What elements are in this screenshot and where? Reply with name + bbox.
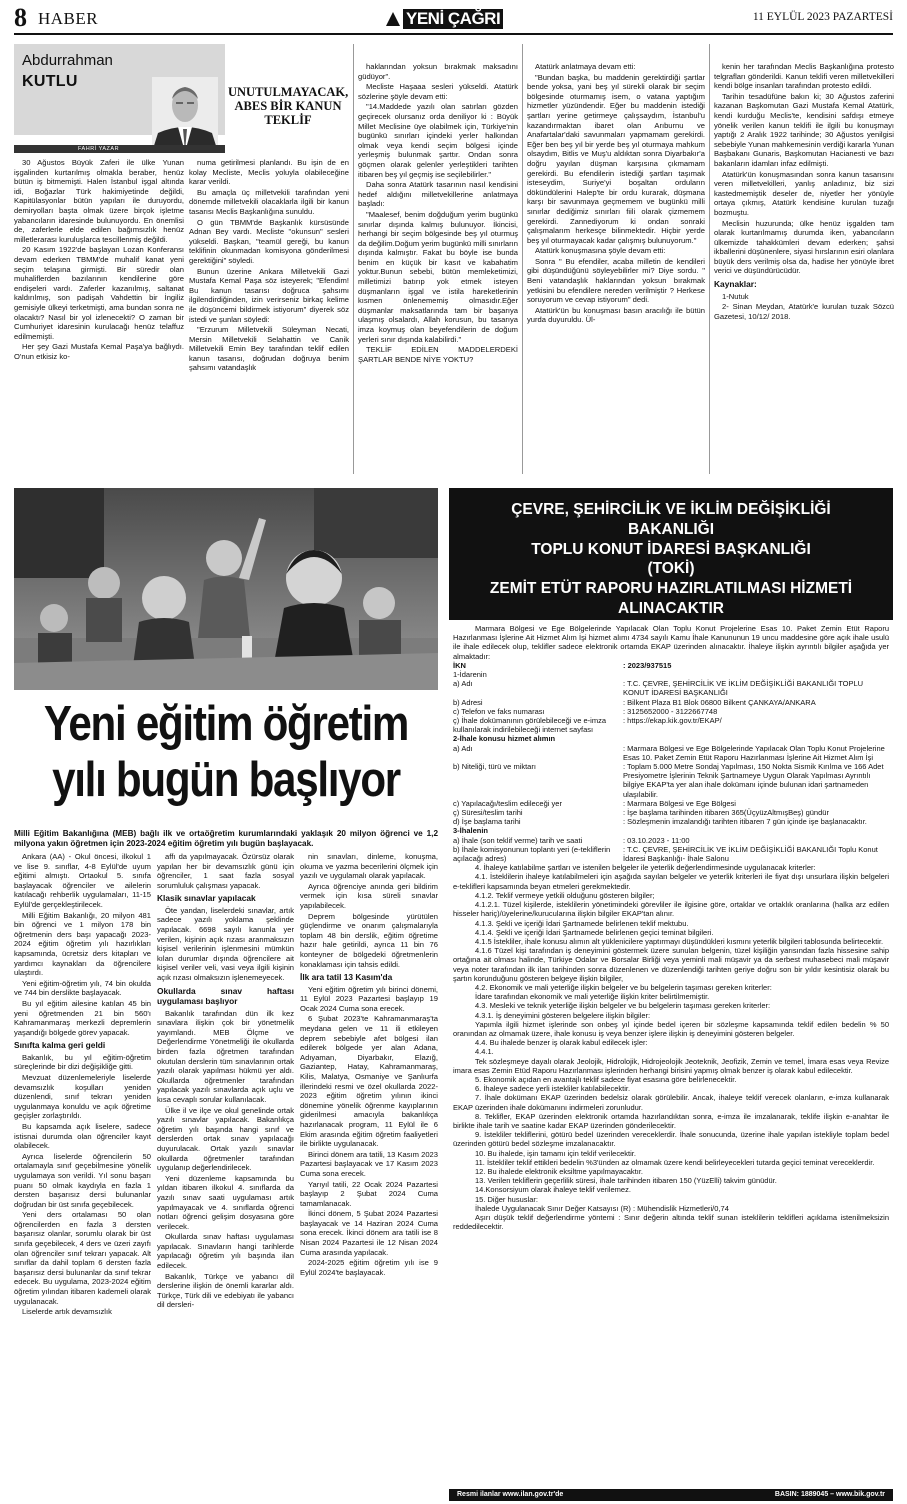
paragraph: haklarından yoksun bırakmak maksadını güdüyor". (358, 62, 518, 81)
paragraph: Milli Eğitim Bakanlığı, 20 milyon 481 bin öğrenci ve 1 milyon 178 bin öğretmenin ders başı yapacağı 2023-2024 eğitim öğretim yılı hazırlıkları kapsamında, ücretsiz ders kitapları ve yardımcı kaynakları da öğrencilere ulaştırdı. (14, 910, 151, 978)
logo-mark-icon (386, 12, 400, 26)
ad-line: 12. Bu ihalede elektronik eksiltme yapılmayacaktır. (475, 1166, 643, 1176)
ad-field-row (453, 698, 889, 707)
ad-field-row (453, 799, 889, 808)
newspaper-logo (386, 9, 503, 29)
ad-line: 6. İhaleye sadece yerli istekliler katılabilecektir. (475, 1084, 631, 1094)
paragraph: Atatürk anlatmaya devam etti: (535, 62, 636, 71)
news-headline (44, 696, 409, 808)
ad-line: 14.Konsorsiyum olarak ihaleye teklif verilemez. (475, 1185, 631, 1195)
ad-field-row (453, 716, 889, 734)
ad-footer (449, 1489, 893, 1501)
ad-line: 4.1. İsteklilerin ihaleye katılabilmeleri için aşağıda sayılan belgeler ve yeterlik kriterleri ile fiyat dışı unsurlara ilişkin belgeleri e-teklifleri kapsamında beyan etmeleri gerekmektedir. (453, 872, 889, 891)
column-text-col1 (14, 158, 184, 470)
paragraph: Daha sonra Atatürk tasarının nasıl kendisini hedef aldığını milletvekillerine anlatmaya başladı: (358, 180, 518, 209)
paragraph: Yarıyıl tatili, 22 Ocak 2024 Pazartesi başlayıp 2 Şubat 2024 Cuma tamamlanacak. (300, 1179, 438, 1208)
ad-line: 4.3.1. İş deneyimini gösteren belgelere ilişkin bilgiler: (475, 1010, 651, 1020)
ad-line: 4.1.4. Şekli ve içeriği İdari Şartnamede belirlenen geçici teminat bilgileri. (475, 927, 714, 937)
ad-field-value: : Marmara Bölgesi ve Ege Bölgesi (623, 798, 736, 808)
paragraph: 1-Nutuk (722, 291, 749, 301)
ad-line: 10. Bu ihalede, işin tamamı için teklif verilecektir. (475, 1148, 636, 1158)
news-text-col1 (14, 852, 151, 1500)
ad-field-row (453, 707, 889, 716)
ad-field-row (453, 679, 889, 697)
paragraph: Birinci dönem ara tatili, 13 Kasım 2023 Pazartesi başlayacak ve 17 Kasım 2023 Cuma sona erecek. (300, 1149, 438, 1178)
news-text-col3 (300, 852, 438, 1500)
paragraph: Sonra " Bu efendiler, acaba milletin de kendileri gibi düşündüğünü söyleyebilirler mi? Diye sordu. " Beni vatandaşlık haklarından yoksun bırakmak yetkisini bu efendilere nereden verilmiştir ? Herkese soruyorum ve cevap istiyorum" dedi. (527, 256, 705, 305)
paragraph: "Maalesef, benim doğduğum yerim bugünkü sınırlar dışında kalmış bulunuyor. İkincisi, herhangi bir seçim bölgesinde beş yıl oturmuş da değilim.Doğum yerim bugünkü milli sınırların dışında kalmıştır. Fakat bu böyle ise bunda benim en küçük bir kasıt ve kabahatim yoktur.Bunun sebebi, bütün memleketimizi, milletimizi batırıp yok etmek isteyen düşmanların işgal ve istila hareketlerinin kısmen önlenememiş olmasıdır.Eğer düşmanlar maksatlarında tam bir başarıya ulaşmış olsalardı, Allah korusun, bu tasarıya imza koymuş olan beyefendilerin de doğum yerleri sınır dışında kalabilirdi." (358, 209, 518, 344)
column-divider (522, 44, 523, 474)
paragraph: 2024-2025 eğitim öğretim yılı ise 9 Eylül 2024'te başlayacak. (300, 1258, 438, 1277)
ad-field-label: ç) Süresi/teslim tarihi (453, 808, 523, 818)
news-lead: Milli Eğitim Bakanlığına (MEB) bağlı ilk ve ortaöğretim kurumlarındaki yaklaşık 20 milyon öğrenci ve 1,2 milyona yakın öğretmen için 2023-2024 eğitim öğretim yılı bugün başlayacak. (14, 829, 438, 848)
paragraph: Okullarda sınav haftası uygulaması yapılacak. Sınavların hangi tarihlerde yapılacağı öğretim yılı başında ilan edilecek. (157, 1232, 294, 1271)
paragraph: Bu yıl eğitim ailesine katılan 45 bin yeni öğretmenden 21 bin 560'ı Kahramanmaraş merkezli depremlerin yaşandığı bölgede görev yapacak. (14, 998, 151, 1037)
paragraph: 2- Sinan Meydan, Atatürk'e kurulan tuzak Sözcü Gazetesi, 10/12/ 2018. (714, 302, 894, 321)
subheading: Klasik sınavlar yapılacak (157, 893, 256, 904)
ad-line: 4.1.5 İstekliler, ihale konusu alımın alt yüklenicilere yaptırmayı düşündükleri kısmını yeterlik bilgileri tablosunda belirtecektir. (475, 936, 884, 946)
ad-title-block (449, 488, 893, 620)
ad-line: 9. İstekliler tekliflerini, götürü bedel üzerinden vereceklerdir. İhale sonucunda, üzerine ihale yapılan istekliyle toplam bedel üzerinden götürü bedel sözleşme imzalanacaktır. (453, 1130, 889, 1149)
news-text-col2 (157, 852, 294, 1500)
ad-field-label: ç) İhale dokümanının görülebileceği ve e-imza kullanılarak indirilebileceği internet sayfası (453, 716, 606, 735)
paragraph: nin sınavları, dinleme, konuşma, okuma ve yazma becerilerini ölçmek için yazılı ve uygulamalı olarak yapılacak. (300, 852, 438, 881)
sources-label: Kaynaklar: (714, 279, 757, 290)
ad-ikn-value: : 2023/937515 (623, 660, 672, 670)
paragraph: Yeni eğitim-öğretim yılı, 74 bin okulda ve 744 bin derslikte başlayacak. (14, 978, 151, 998)
classroom-photo (14, 488, 438, 690)
section-title: HABER (38, 9, 99, 28)
ad-field-row (453, 845, 889, 863)
paragraph: Her şey Gazi Mustafa Kemal Paşa'ya bağlıydı. O'nun etkisiz ko- (14, 342, 184, 361)
column-text-col4 (527, 62, 705, 472)
columnist-photo (152, 77, 218, 152)
subheading: İlk ara tatil 13 Kasım'da (300, 972, 393, 983)
columnist-first-name: Abdurrahman (22, 52, 113, 69)
ad-line: 4.1.2.1. Tüzel kişilerde, isteklilerin yönetimindeki görevliler ile ilgisine göre, ortaklar ve ortaklık oranlarına (halka arz edilen hisseler hariç)/üyelerine/kurucularına ilişkin bilgiler EKAP'tan alınır. (453, 900, 889, 919)
ad-line: 4.4. Bu ihalede benzer iş olarak kabul edilecek işler: (475, 1038, 648, 1048)
ad-footer-left: Resmi ilanlar www.ilan.gov.tr'de (457, 1491, 564, 1498)
paragraph: Bakanlık, Türkçe ve yabancı dil derslerine ilişkin de önemli kararlar aldı. Türkçe, Türk dili ve edebiyatı ile yabancı dil dersleri- (157, 1271, 294, 1310)
paragraph: Bakanlık, bu yıl eğitim-öğretim süreçlerinde bir dizi değişikliğe gitti. (14, 1052, 151, 1072)
issue-date: 11 EYLÜL 2023 PAZARTESİ (752, 11, 893, 23)
ad-line: 15. Diğer hususlar: (475, 1194, 538, 1204)
subheading: Okullarda sınav haftası uygulaması başlıyor (157, 985, 294, 1007)
subheading: Sınıfta kalma geri geldi (14, 1040, 106, 1051)
columnist-last-name: KUTLU (22, 73, 78, 90)
ad-field-label: b) Niteliği, türü ve miktarı (453, 762, 536, 772)
ad-line: Tek sözleşmeye dayalı olarak Jeolojik, Hidrolojik, Hidrojeolojik Jeoteknik, Jeofizik, Zemin ve temel, İmara esas veya Revize imara esas Zemin Etüd Raporu Hazırlanması işlerinden herhangi birisini yapmış olmak benzer iş olarak kabul edilecektir. (453, 1056, 889, 1075)
paragraph: Bakanlık tarafından dün ilk kez sınavlara ilişkin çok bir yönetmelik yayımlandı. MEB Ölçme ve Değerlendirme Yönetmeliği ile okullarda birden fazla öğretmen tarafından okutulan derslerin tüm sınavlarının ortak yazılı olarak yapılması hükmü yer aldı. Okullarda öğretmenler tarafından yapılacak yazılı sınavlarda açık uçlu ve kısa cevaplı sorular kullanılacak. (157, 1008, 294, 1104)
ad-line: 4.4.1. (475, 1047, 494, 1057)
ad-field-value: : İşe başlama tarihinden itibaren 365(ÜçyüzAltmışBeş) gündür (623, 808, 829, 818)
paragraph: Ankara (AA) - Okul öncesi, ilkokul 1 ve lise 9. sınıflar, 4-8 Eylül'de uyum eğitimi almıştı. Ortaokul 5. sınıfa başlayacak öğrenciler ve ailelerin katılacağı rehberlik uygulamaları, 11-15 Eylül'de gerçekleştirilecek. (14, 852, 151, 909)
headline-line-1: Yeni eğitim öğretim (43, 697, 409, 751)
paragraph: Mevzuat düzenlemeleriyle liselerde devamsızlık koşulları yeniden düzenlendi, sınıf tekrarı yeniden uygulanmaya konuldu ve açık öğretime geçişler zorlaştırıldı. (14, 1072, 151, 1121)
column-text-col2 (189, 158, 349, 470)
ad-title-line: TOPLU KONUT İDARESİ BAŞKANLIĞI (531, 540, 811, 558)
paragraph: Ülke il ve ilçe ve okul genelinde ortak yazılı sınavlar yapılacak. Bakanlıkça öğretim yılı başında hangi sınıf ve derslerden ortak sınav yapılacağı duyurulacak. Ortak yazılı sınavlar okullarda öğretmenler tarafından uygulanıp değerlendirilecek. (157, 1105, 294, 1173)
ad-line: 4.1.6 Tüzel kişi tarafından iş deneyimini göstermek üzere sunulan belgenin, tüzel kişiliğin yarısından fazla hissesine sahip ortağına ait olması halinde, Türkiye Odalar ve Borsalar Birliği veya yeminli mali müşavir ya da serbest muhasebeci mali müşavir veya noter tarafından ilk ilan tarihinden sonra düzenlenen ve düzenlendiği tarihten geriye doğru son bir yıldır kesintisiz olarak bu şartın korunduğunu gösteren belgeye ilişkin bilgiler, (453, 946, 889, 983)
paragraph: Yeni düzenleme kapsamında bu yıldan itibaren ilkokul 4. sınıflarda da yazılı sınav saati uygulaması artık yapılmayacak ve 4. sınıflarda öğrenci notları öğrenci gelişim dosyasına göre verilecek. (157, 1173, 294, 1231)
ad-field-row (453, 744, 889, 762)
ad-field-value: : Bilkent Plaza B1 Blok 06800 Bilkent ÇANKAYA/ANKARA (623, 697, 816, 707)
ad-line: 1-İdarenin (453, 670, 487, 680)
ad-field-value: : T.C. ÇEVRE, ŞEHİRCİLİK VE İKLİM DEĞİŞİKLİĞİ BAKANLIĞI Toplu Konut İdaresi Başkanlığı- İhale Salonu (623, 844, 878, 864)
ad-field-label: a) Adı (453, 679, 473, 689)
ad-field-row (453, 836, 889, 845)
paragraph: Liselerde artık devamsızlık (22, 1307, 112, 1317)
ad-line: 5. Ekonomik açıdan en avantajlı teklif sadece fiyat esasına göre belirlenecektir. (475, 1074, 737, 1084)
ad-field-value: : T.C. ÇEVRE, ŞEHİRCİLİK VE İKLİM DEĞİŞİKLİĞİ BAKANLIĞI TOPLU KONUT İDARESİ BAŞKANLIĞI (623, 679, 864, 698)
paragraph: Yeni ders ortalaması 50 olan öğrencilerden en fazla 3 dersten başarısız olanlar, sorumlu olarak bir üst sınıfa geçebilecek, 4 ders ve üzeri zayıfı olan öğrenciler sınıf tekrarı yapacak. Alt sınıflar da dahil toplam 6 dersten fazla başarısız dersi bulunanlar da sınıf tekrar edecek. Bu uygulama, 2023-2024 eğitim öğretim yılından itibaren kademeli olarak uygulanacak. (14, 1210, 151, 1306)
paragraph: Mecliste Haşaaa sesleri yükseldi. Atatürk sözlerine şöyle devam etti: (358, 82, 518, 101)
ad-field-value: : Toplam 5.000 Metre Sondaj Yapılması, 150 Nokta Sismik Kırılma ve 166 Adet Presiyometre İşlerinin Teknik Şartnameye Uygun Olarak Yapılması Ayrıntılı bilgiye EKAP'ta yer alan ihale dokümanı içinde bulunan idari şartnameden ulaşılabilir. (623, 762, 884, 799)
column-title: UNUTULMAYACAK, ABES BİR KANUN TEKLİF (228, 85, 349, 127)
ad-line: İhalede Uygulanacak Sınır Değer Katsayısı (R) : Mühendislik Hizmetleri/0,74 (475, 1203, 729, 1213)
ad-line: 13. Verilen tekliflerin geçerlilik süresi, ihale tarihinden itibaren 150 (YüzElli) takvim günüdür. (475, 1176, 777, 1186)
paragraph: Tarihin tesadüfüne bakın ki; 30 Ağustos zaferini kazanan Başkomutan Gazi Mustafa Kemal Atatürk, kendi kurduğu Meclis'te, kendisini safdışı etmeye yönelik verilen kanun teklifi ile ilgili bu konuşmayı yaptığı 2 Aralık 1922 tarihinde; 30 Ağustos yenilgisi sebebiyle Yunan mahkemesinin verdiği kararla Yunan Başbakanı Gunaris, Başkomutan Hacianesti ve bazı bakanların idamları infaz edilmişti. (714, 91, 894, 168)
ad-field-label: a) Adı (453, 743, 473, 753)
ad-ikn-row (453, 661, 889, 670)
ad-title-line: BAKANLIĞI (627, 520, 715, 538)
column-divider (709, 44, 710, 474)
paragraph: "14.Maddede yazılı olan satırları gözden geçirecek olursanız orda deniliyor ki : Büyük Millet Meclisine üye olabilmek için, Türkiye'nin bugünkü sınırları içindeki yerler halkından olmak veya kendi seçim bölgesi içinde yerleşmiş bulunmak şarttır. Ondan sonra göçmen olarak gelenler yerleştikleri tarihten itibaren beş yıl geçmiş ise seçilebilirler." (358, 102, 518, 179)
paragraph: Öte yandan, liselerdeki sınavlar, artık sadece yazılı yoklama şeklinde yapılacak. 6698 sayılı kanunla yer verilen, kişinin açık rızası aranmaksızın kişisel verilerinin işlenmesini mümkün kılan durumlar dışında öğrencilere ait kişisel veriler veli, vasi veya ilgili kişinin açık rızası olmaksızın işlenemeyecek. (157, 905, 294, 983)
headline-line-2: yılı bugün başlıyor (52, 753, 400, 807)
ad-field-row (453, 808, 889, 817)
logo-text: YENİ ÇAĞRI (403, 9, 503, 29)
paragraph: 20 Kasım 1922'de başlayan Lozan Konferansı devam ederken TBMM'de muhalif kanat yeni seçim telaşına girmişti. Bir süredir olan muhaliflerden bazılarının kendilerine göre endişeleri vardı. Zaferler kazanılmış, saltanat kaldırılmış, son padişah Vahdettin bir İngiliz gemisiyle ülkeyi terketmişti, ama bundan sonra ne olacaktı? Nasıl bir yol izlenecekti? O zaman bir Cumhuriyet idaresinin kurulacağı henüz telaffuz edilmemişti. (14, 245, 184, 341)
ad-line: Marmara Bölgesi ve Ege Bölgelerinde Yapılacak Olan Toplu Konut Projelerine Esas 10. Paket Zemin Etüt Raporu Hazırlanması İşlerine Ait Hizmet Alım İşi hizmet alımı 4734 sayılı Kamu İhale Kanununun 19 uncu maddesine göre açık ihale usulü ile ihale edilecek olup, teklifler sadece elektronik ortamda EKAP üzerinden alınacaktır. İhaleye ilişkin ayrıntılı bilgiler aşağıda yer almaktadır: (453, 624, 889, 661)
paragraph: Meclisin huzurunda; ülke henüz işgalden tam olarak kurtarılmamış durumda iken, yabancıların ülkemizde tahakkümleri devam ederken; şahsi ikballerini düşünenlere, siyasi hırslarının esiri olanlara büyük ders verilmiş olsa da, hadise her yönüyle ibret verici ve düşündürücüdür. (714, 218, 894, 276)
ad-line: Aşırı düşük teklif değerlendirme yöntemi : Sınır değerin altında teklif sunan isteklilerin teklifleri açıklama istenilmeksizin reddedilecektir. (453, 1213, 889, 1232)
ad-title-line: ZEMİT ETÜT RAPORU HAZIRLATILMASI HİZMETİ (489, 580, 853, 598)
ad-title-line: ÇEVRE, ŞEHİRCİLİK VE İKLİM DEĞİŞİKLİĞİ (511, 501, 831, 518)
paragraph: O gün TBMM'de Başkanlık kürsüsünde Adnan Bey vardı. Mecliste "okunsun" sesleri yükseldi. Başkan, "teamül gereği, bu kanun teklifinin okunmadan komisyona gönderilmesi gerektiğini" söyledi. (189, 217, 349, 265)
page-number: 8 (14, 3, 27, 32)
ad-title-line: (TOKİ) (647, 560, 695, 578)
ad-line: 3-İhalenin (453, 826, 489, 836)
ad-field-value: : 3125652000 - 3122667748 (623, 706, 718, 716)
ad-ikn-label: İKN (453, 660, 466, 670)
paragraph: affı da yapılmayacak. Özürsüz olarak yapılan her bir devamsızlık günü için öğrenciler, 1 saat fazla sosyal sorumluluk çalışması yapacak. (157, 852, 294, 890)
paragraph: Deprem bölgesinde yürütülen güçlendirme ve onarım çalışmalarıyla toplam 48 bin derslik, eğitim öğretime hazır hale getirildi, ayrıca 11 bin 76 konteyner de bölgedeki öğretmenlerin konaklaması için tahsis edildi. (300, 911, 438, 969)
ad-line: 11. İstekliler teklif ettikleri bedelin %3'ünden az olmamak üzere kendi belirleyecekleri tutarda geçici teminat vereceklerdir. (475, 1157, 875, 1167)
paragraph: Atatürk konuşmasına şöyle devam etti: (535, 246, 666, 256)
ad-field-value: : Sözleşmenin imzalandığı tarihten itibaren 7 gün içinde işe başlanacaktır. (623, 817, 867, 827)
paragraph: Atatürk'ün konuşmasından sonra kanun tasarısını veren milletvekilleri, yanlış anladınız, biz sizi kastedmemiştik deseler de, niyetler her yönüyle ortaya çıkmış, Atatürk kendisine kurulan tuzağı bozmuştu. (714, 169, 894, 217)
paragraph: Ayrıca liselerde öğrencilerin 50 ortalamayla sınıf geçebilmesine yönelik uygulamaya son verildi. Yıl sonu başarı puanı 50 olmak kaydıyla en fazla 1 dersten başarısız dersi bulunanlar doğrudan bir üst sınıfa geçebilecek. (14, 1151, 151, 1209)
ad-line: 7. İhale dokümanı EKAP üzerinden bedelsiz olarak görülebilir. Ancak, ihaleye teklif verecek olanların, e-imza kullanarak EKAP üzerinden ihale dokümanını indirmeleri zorunludur. (453, 1093, 889, 1112)
ad-title-line: ALINACAKTIR (618, 599, 724, 617)
paragraph: İkinci dönem, 5 Şubat 2024 Pazartesi başlayacak ve 14 Haziran 2024 Cuma sona erecek. İkinci dönem ara tatili ise 8 Nisan 2024 Pazartesi ile 12 Nisan 2024 Cuma arasında yapılacak. (300, 1209, 438, 1257)
ad-field-row (453, 762, 889, 799)
paragraph: Bunun üzerine Ankara Milletvekili Gazi Mustafa Kemal Paşa söz isteyerek; "Efendim! Bu kanun tasarısı doğruca şahsımı ilgilendirdiğinden, izin verirseniz birkaç kelime ile düşüncemi bildirmek istiyorum" diyerek söz istedi ve şunları söyledi: (189, 266, 349, 324)
ad-line: 8. Teklifler, EKAP üzerinden elektronik ortamda hazırlandıktan sonra, e-imza ile imzalanarak, teklife ilişkin e-anahtar ile birlikte ihale tarih ve saatine kadar EKAP üzerinden gönderilecektir. (453, 1111, 889, 1130)
paragraph: Ayrıca öğrenciye anında geri bildirim vermek için kısa süreli sınavlar yapılabilecek. (300, 881, 438, 910)
paragraph: 6 Şubat 2023'te Kahramanmaraş'ta meydana gelen ve 11 ili etkileyen deprem sebebiyle afet bölgesi ilan edilerek bölgede yer alan Adana, Adıyaman, Diyarbakır, Elazığ, Gaziantep, Hatay, Kahramanmaraş, Kilis, Malatya, Osmaniye ve Şanlıurfa illerindeki resmi ve özel okullarda 2022-2023 eğitim öğretim yılının ikinci dönemine yönelik öğrenme kayıplarının giderilmesi amacıyla bakanlıkça hazırlanacak program, 11 Eylül ile 6 Ekim arasında eğitim öğretim faaliyetleri ile birlikte uygulanacak. (300, 1014, 438, 1149)
column-divider (353, 44, 354, 474)
ad-field-value: : Marmara Bölgesi ve Ege Bölgelerinde Yapılacak Olan Toplu Konut Projelerine Esas 10. Paket Zemin Etüt Raporu Hazırlanması İşlerine Ait Hizmet Alım İşi (623, 743, 885, 762)
ad-line: 4.2. Ekonomik ve mali yeterliğe ilişkin belgeler ve bu belgelerin taşıması gereken kriterler: (475, 982, 772, 992)
paragraph: "Bundan başka, bu maddenin gerektirdiği şartlar bende yoksa, yani beş yıl sürekli olarak bir seçim bölgesinde oturmamış isem, o vatana yaptığım hizmetler yüzündendir. Eğer bu maddenin istediği şartları yerine getirmeye çalışsaydım, İstanbul'u kazandırmaktan ibaret olan Arıburnu ve Anafartalar'daki savunmaları yapmamam gerekirdi. Eğer ben beş yıl bir yerde beş yıl oturmaya mahkum olsaydım, Bitlis ve Muş'u aldıktan sonra Diyarbakır'a doğru yayılan düşman karşısına çıkmamam gerekirdi. Bu efendilerin istediği şartları taşımak isteseydim, Suriye'yi boşaltan orduların dökündülerini Halep'te bir ordu kurarak, düşmana karşı bir savunmaya geçmemem ve bugünkü milli sınırlar dediğimiz sınırları fiili olarak çizmemem gerekirdi. Zannediyorum ki ondan sonraki çalışmalarım herkesçe bilinmektedir. Hiçbir yerde beş yıl oturmayacak kadar çalışmış bulunuyorum." (527, 72, 705, 245)
ad-field-value: : https://ekap.kik.gov.tr/EKAP/ (623, 716, 722, 726)
ad-line: 4.3. Mesleki ve teknik yeterliğe ilişkin belgeler ve bu belgelerin taşıması gereken kriterler: (475, 1001, 771, 1011)
ad-field-value: : 03.10.2023 - 11:00 (623, 835, 690, 845)
ad-field-label: d) İşe başlama tarihi (453, 817, 521, 827)
columnist-tag: FAHRİ YAZAR (14, 145, 225, 153)
paragraph: Atatürk'ün bu konuşması basın aracılığı ile bütün yurda duyuruldu. Ül- (527, 305, 705, 325)
ad-line: 2-İhale konusu hizmet alımın (453, 734, 556, 744)
ad-field-label: b) Adresi (453, 697, 483, 707)
column-text-col3 (358, 62, 518, 472)
ad-line: 4.1.3. Şekli ve içeriği İdari Şartnamede belirlenen teklif mektubu. (475, 918, 689, 928)
ad-line: Yapımla ilgili hizmet işlerinde son onbeş yıl içinde bedel içeren bir sözleşme kapsamında teklif edilen bedelin % 50 oranından az olmamak üzere, ihale konusu iş veya benzer işlere ilişkin iş deneyimini gösteren belgeler. (453, 1019, 889, 1038)
ad-field-label: c) Yapılacağı/teslim edileceği yer (453, 798, 562, 808)
paragraph: TEKLİF EDİLEN MADDELERDEKİ ŞARTLAR BENDE NİYE YOKTU? (358, 345, 518, 364)
paragraph: kenin her tarafından Meclis Başkanlığına protesto telgrafları gönderildi. Kanun teklifi veren milletvekilleri kendi bölge insanları tarafından protesto edildi. (714, 62, 894, 91)
ad-line: 4.1.2. Teklif vermeye yetkili olduğunu gösteren bilgiler; (475, 890, 655, 900)
ad-field-label: b) İhale komisyonunun toplantı yeri (e-tekliflerin açılacağı adres) (453, 844, 611, 864)
column-text-col5 (714, 62, 894, 472)
ad-footer-right: BASIN: 1889045 – www.bik.gov.tr (774, 1491, 885, 1498)
paragraph: 30 Ağustos Büyük Zaferi ile ülke Yunan işgalinden kurtarılmış olmakla beraber, henüz bütün iş bitmemişti. Halen İstanbul işgal altında idi, Boğazlar Türk hakimiyetinde değildi, Kapitülasyonlar bütün yapıları ile duruyordu, demiryolları başta olmak üzere birçok işletme yabancıların idaresinde bulunuyordu. En önemlisi de, zaferlerle elde edilen bağımsızlık henüz milletlerarası kuruluşlarca tescillenmiş değildi. (14, 158, 184, 244)
header-divider (14, 33, 893, 35)
ad-field-label: c) Telefon ve faks numarası (453, 706, 545, 716)
paragraph: Bu amaçla üç milletvekili tarafından yeni dönemde milletvekili olacaklarla ilgili bir kanun tasarısı Meclis Başkanlığına sunuldu. (189, 187, 349, 216)
paragraph: numa getirilmesi planlandı. Bu işin de en kolay Mecliste, Meclis yoluyla olabileceğine karar verildi. (189, 158, 349, 187)
ad-line: İdare tarafından ekonomik ve mali yeterliğe ilişkin kriter belirtilmemiştir. (475, 992, 710, 1002)
ad-field-label: a) İhale (son teklif verme) tarih ve saati (453, 835, 583, 845)
ad-line: 4. İhaleye katılabilme şartları ve istenilen belgeler ile yeterlik değerlendirmesinde uygulanacak kriterler: (475, 863, 816, 873)
paragraph: "Erzurum Milletvekili Süleyman Necati, Mersin Milletvekili Selahattin ve Canik Milletvekili Emin Bey tarafından teklif edilen kanun tasarısı, doğrudan doğruya benim şahsımı vatandaşlık (189, 325, 349, 373)
paragraph: Bu kapsamda açık liselere, sadece istisnai durumda olan öğrenciler kayıt olabilecek. (14, 1121, 151, 1151)
ad-body (453, 624, 889, 1231)
paragraph: Yeni eğitim öğretim yılı birinci dönemi, 11 Eylül 2023 Pazartesi başlayıp 19 Ocak 2024 Cuma sona erecek. (300, 984, 438, 1013)
ad-field-row (453, 817, 889, 826)
